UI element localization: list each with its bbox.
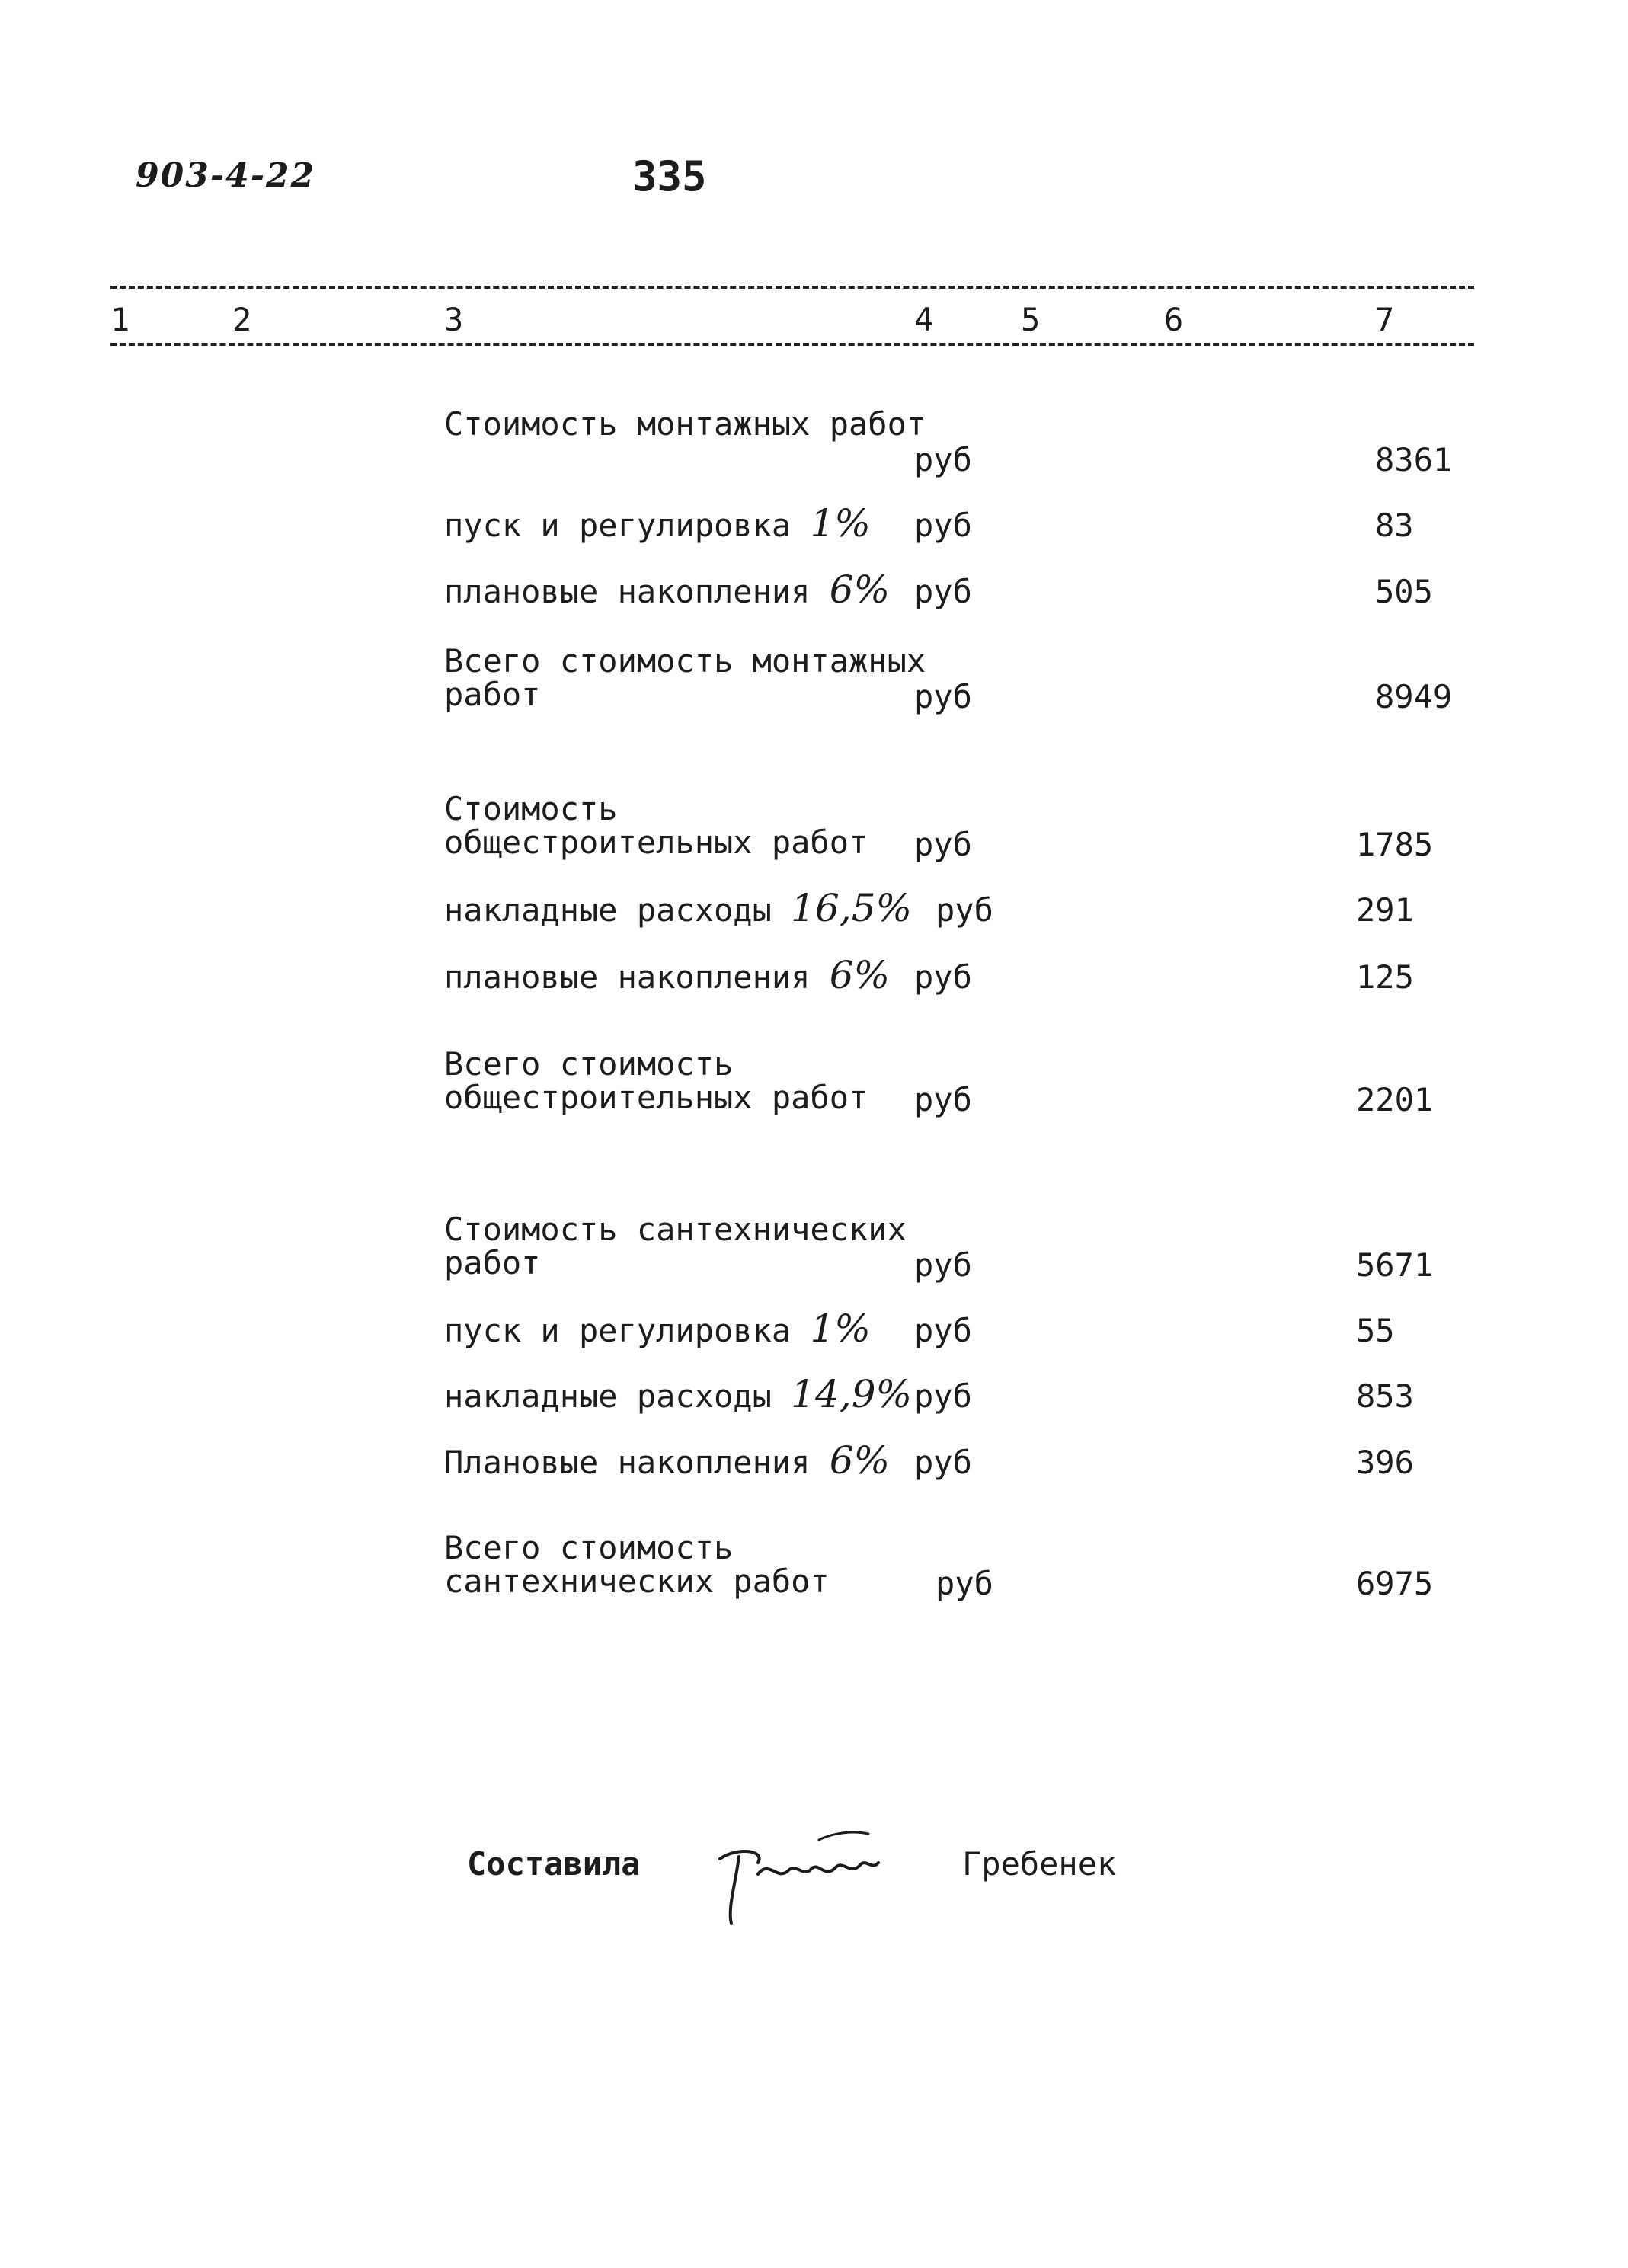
row-unit: руб [914,1312,972,1349]
row-value: 55 [1356,1312,1395,1349]
row-unit: руб [914,678,972,715]
row-unit: руб [914,958,972,996]
row-value: 8361 [1375,441,1453,478]
row-description: накладные расходы 16,5% [444,886,913,930]
compiled-by-label: Составила [467,1845,641,1883]
row-rate: 16,5% [791,886,913,930]
row-description: плановые накопления 6% [444,568,891,612]
row-unit: руб [914,573,972,610]
column-number-2: 2 [232,301,252,338]
row-description: пуск и регулировка 1% [444,501,871,545]
row-description: накладные расходы 14,9% [444,1372,913,1416]
row-description: Стоимость общестроительных работ [444,790,868,861]
compiler-name: Гребенек [962,1845,1117,1883]
row-description: Плановые накопления 6% [444,1438,891,1483]
row-description: Стоимость сантехнических работ [444,1211,907,1281]
row-unit: руб [914,1246,972,1284]
page-number: 335 [632,152,707,200]
row-value: 2201 [1356,1081,1434,1118]
row-rate: 14,9% [791,1372,913,1416]
row-value: 396 [1356,1444,1414,1481]
handwritten-signature [705,1817,888,1931]
row-unit: руб [936,1565,993,1602]
row-value: 5671 [1356,1246,1434,1284]
row-unit: руб [914,1081,972,1118]
row-rate: 6% [829,953,891,997]
row-unit: руб [914,1377,972,1415]
row-description: Всего стоимость монтажных работ [444,642,926,713]
row-rate: 6% [829,568,891,612]
row-unit: руб [914,507,972,544]
table-header-rule-top [110,286,1474,289]
row-unit: руб [936,891,993,929]
column-number-5: 5 [1021,301,1041,338]
column-number-1: 1 [110,301,130,338]
column-number-6: 6 [1164,301,1184,338]
row-value: 291 [1356,891,1414,929]
row-description: плановые накопления 6% [444,953,891,997]
row-value: 1785 [1356,826,1434,863]
column-number-7: 7 [1375,301,1395,338]
row-unit: руб [914,1444,972,1481]
row-value: 83 [1375,507,1414,544]
column-number-4: 4 [914,301,934,338]
row-unit: руб [914,826,972,863]
row-description: пуск и регулировка 1% [444,1307,871,1351]
row-value: 505 [1375,573,1433,610]
row-description: Всего стоимость сантехнических работ [444,1529,830,1600]
row-description: Всего стоимость общестроительных работ [444,1045,868,1116]
row-value: 6975 [1356,1565,1434,1602]
row-rate: 1% [810,1307,871,1351]
row-rate: 6% [829,1438,891,1483]
document-code: 903-4-22 [136,156,316,195]
row-rate: 1% [810,501,871,545]
row-value: 853 [1356,1377,1414,1415]
row-description: Стоимость монтажных работ [444,405,926,443]
row-value: 8949 [1375,678,1453,715]
column-number-3: 3 [444,301,464,338]
row-value: 125 [1356,958,1414,996]
row-unit: руб [914,441,972,478]
table-header-rule-bottom [110,343,1474,346]
